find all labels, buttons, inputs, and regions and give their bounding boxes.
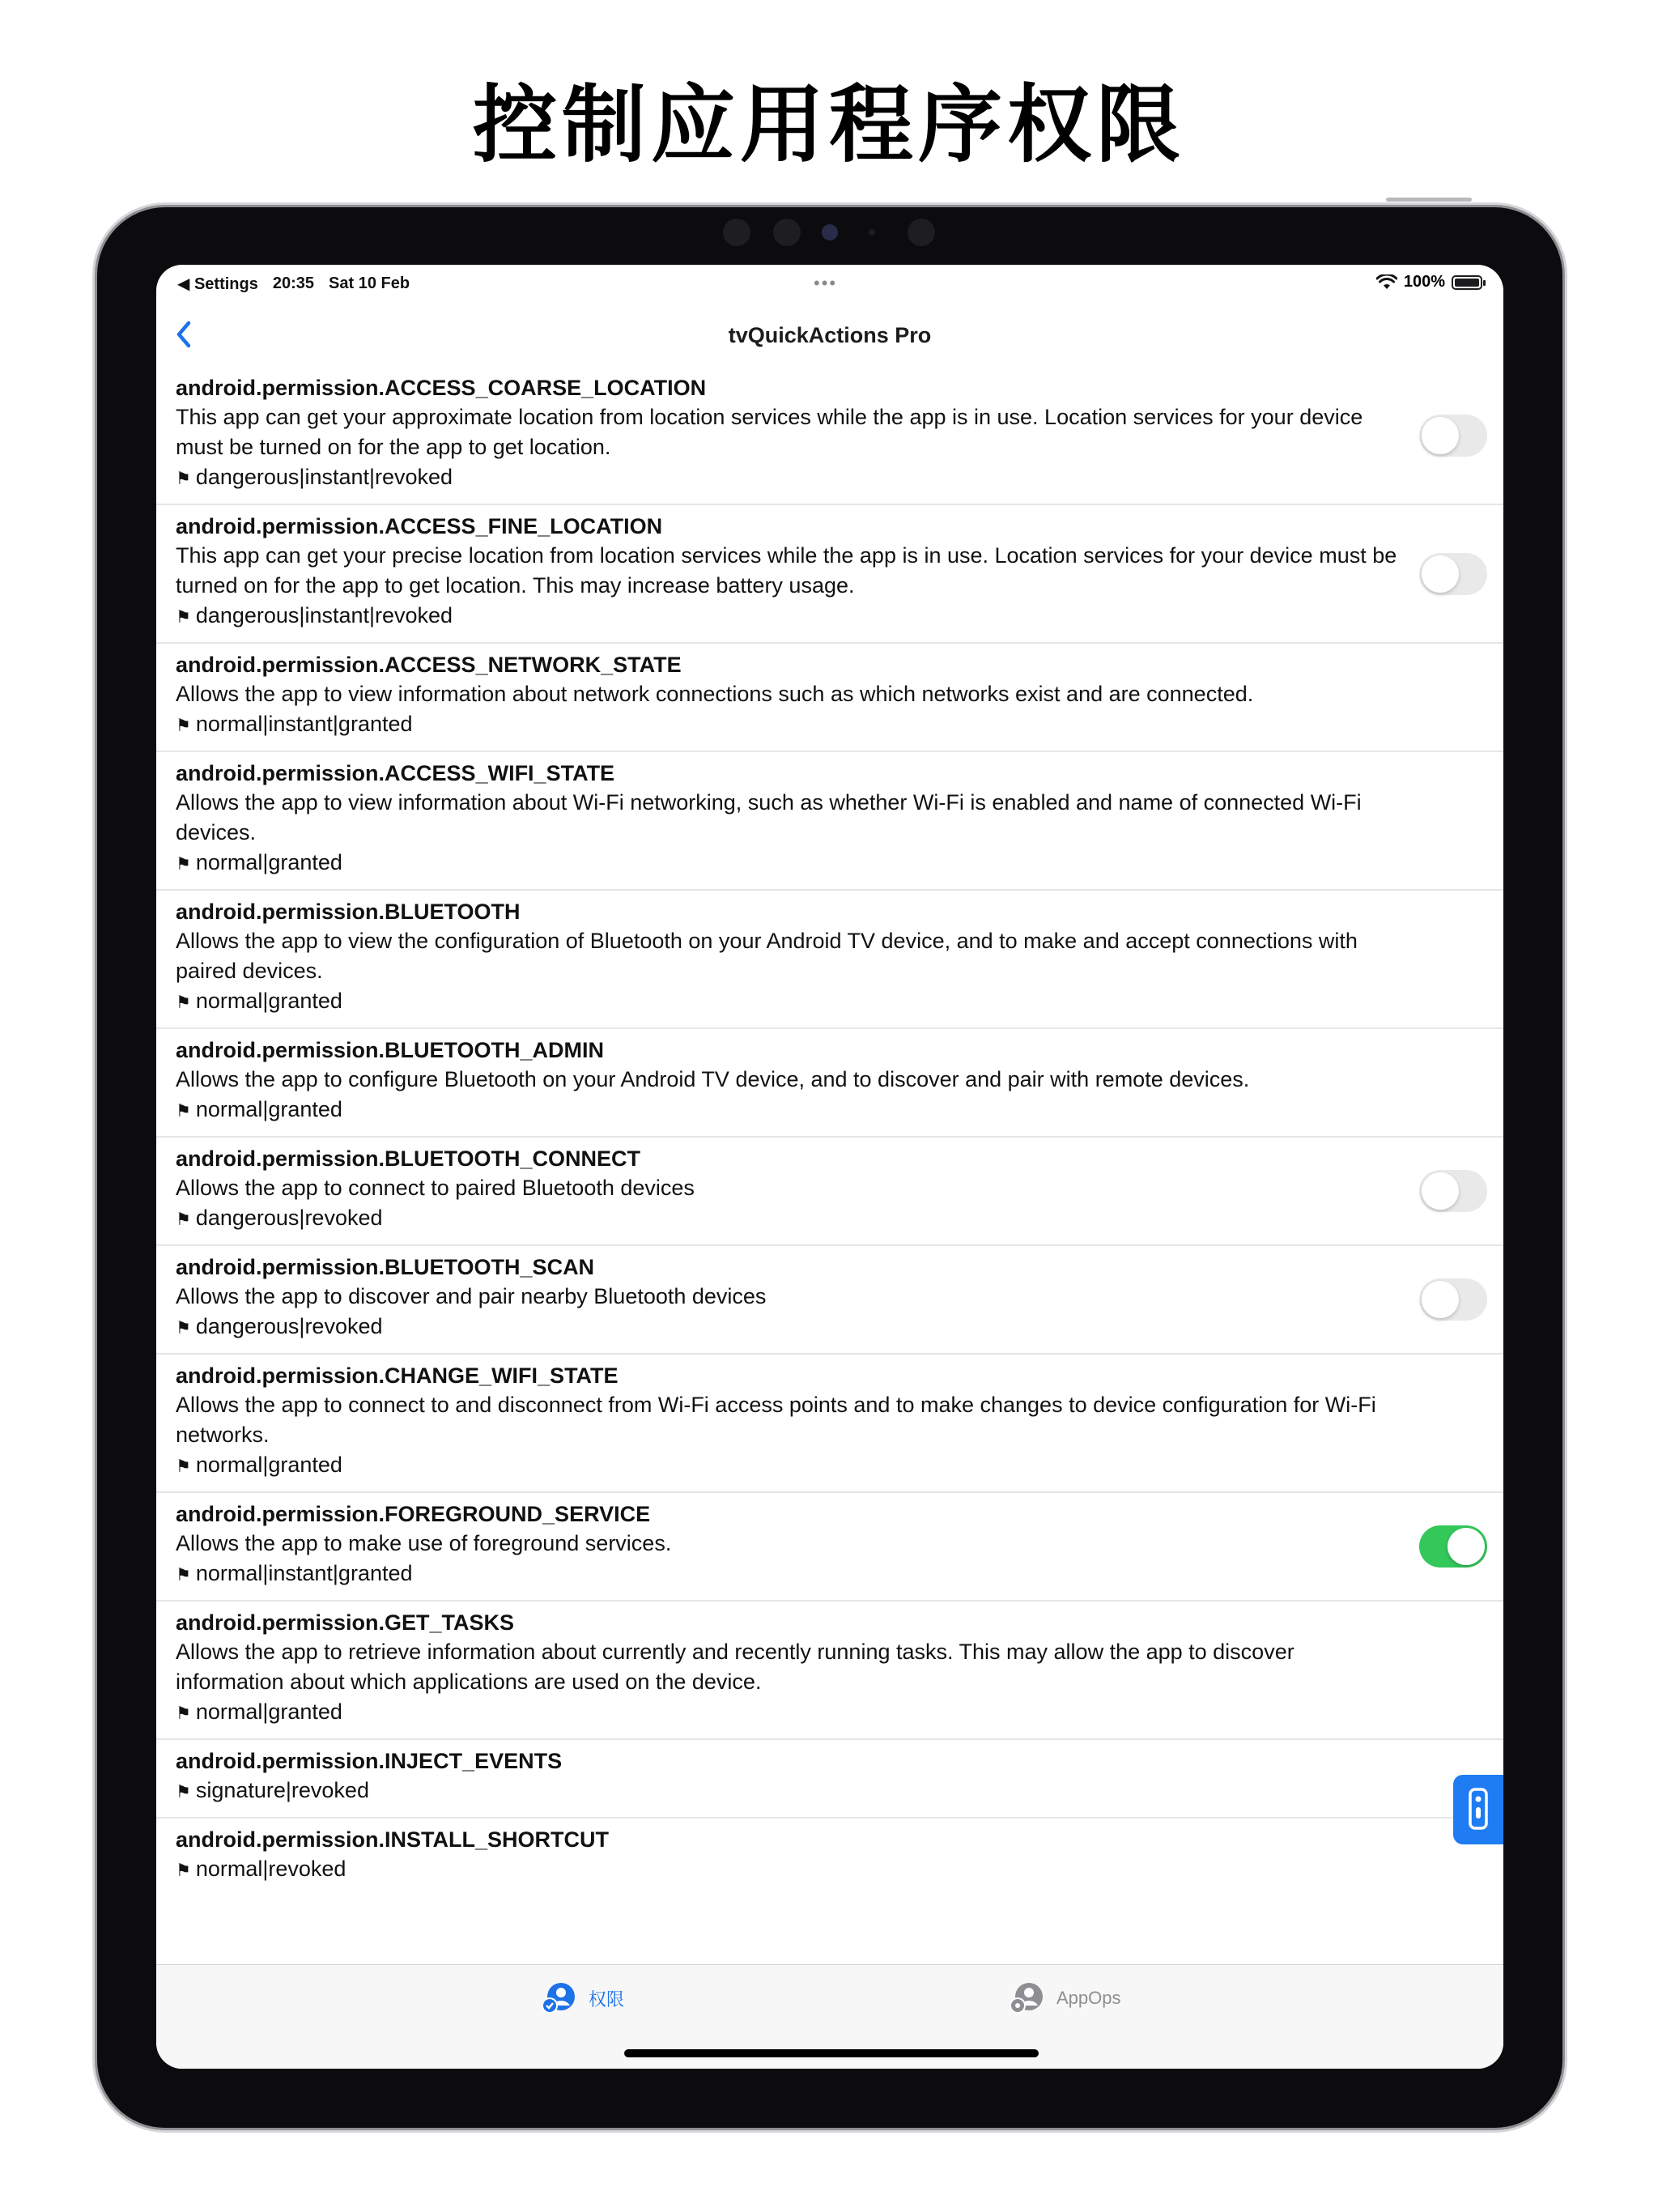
remote-control-icon bbox=[1453, 1775, 1503, 1844]
permission-description: Allows the app to make use of foreground services. bbox=[176, 1531, 672, 1555]
navigation-bar bbox=[156, 304, 1503, 367]
sensor bbox=[908, 219, 935, 246]
flags-text: dangerous|revoked bbox=[195, 1314, 383, 1338]
permission-description: Allows the app to discover and pair nearby Bluetooth devices bbox=[176, 1284, 767, 1308]
home-indicator[interactable] bbox=[624, 2049, 1039, 2057]
permission-name: android.permission.INSTALL_SHORTCUT bbox=[176, 1827, 610, 1852]
back-triangle-icon: ◀ bbox=[177, 275, 190, 293]
permission-name: android.permission.ACCESS_COARSE_LOCATION bbox=[176, 376, 707, 400]
back-to-settings[interactable] bbox=[177, 274, 258, 294]
status-bar bbox=[156, 265, 1503, 304]
permission-description: Allows the app to configure Bluetooth on your Android TV device, and to discover and pair with remote devices. bbox=[176, 1067, 1250, 1091]
permission-flags bbox=[176, 709, 1406, 741]
flags-text: signature|revoked bbox=[195, 1778, 369, 1802]
flags-text: normal|revoked bbox=[195, 1857, 346, 1881]
permission-row bbox=[156, 1029, 1503, 1138]
flag-icon: ⚑ bbox=[176, 1210, 191, 1229]
flag-icon: ⚑ bbox=[176, 855, 191, 874]
toggle-knob bbox=[1422, 555, 1459, 593]
permission-row bbox=[156, 752, 1503, 891]
permission-description: Allows the app to view information about network connections such as which networks exist and are connected. bbox=[176, 682, 1254, 706]
tab-appops-label: AppOps bbox=[1056, 1988, 1121, 2008]
toggle-knob bbox=[1422, 417, 1459, 454]
person-gear-icon bbox=[1008, 1981, 1045, 2015]
permission-name: android.permission.BLUETOOTH bbox=[176, 900, 521, 924]
permission-row bbox=[156, 1740, 1503, 1819]
permission-toggle[interactable] bbox=[1419, 553, 1487, 595]
flags-text: dangerous|instant|revoked bbox=[195, 465, 453, 489]
permission-row bbox=[156, 1493, 1503, 1602]
permission-flags bbox=[176, 1559, 1406, 1590]
toggle-knob bbox=[1422, 1281, 1459, 1318]
permission-flags bbox=[176, 1854, 1406, 1886]
permission-name: android.permission.BLUETOOTH_SCAN bbox=[176, 1255, 595, 1279]
permission-flags bbox=[176, 848, 1406, 879]
permission-flags bbox=[176, 1776, 1406, 1807]
flags-text: dangerous|instant|revoked bbox=[195, 603, 453, 627]
flag-icon: ⚑ bbox=[176, 608, 191, 627]
flags-text: normal|granted bbox=[195, 1453, 342, 1477]
permission-row bbox=[156, 1246, 1503, 1355]
volume-up-button bbox=[1563, 337, 1567, 403]
permission-flags bbox=[176, 1312, 1406, 1343]
permission-row bbox=[156, 1602, 1503, 1740]
permission-row bbox=[156, 1138, 1503, 1246]
permission-name: android.permission.FOREGROUND_SERVICE bbox=[176, 1502, 651, 1526]
permission-toggle[interactable] bbox=[1419, 1525, 1487, 1568]
person-shield-icon bbox=[540, 1981, 577, 2015]
permission-flags bbox=[176, 601, 1406, 632]
flags-text: normal|instant|granted bbox=[195, 1561, 413, 1585]
flags-text: normal|granted bbox=[195, 1699, 342, 1724]
permission-description: Allows the app to connect to paired Bluetooth devices bbox=[176, 1176, 695, 1200]
permission-description: This app can get your precise location from location services while the app is in use. Location services for your device must be turned on for the app to get location. This may increase battery usage. bbox=[176, 543, 1397, 598]
permission-flags bbox=[176, 1095, 1406, 1126]
permission-name: android.permission.GET_TASKS bbox=[176, 1610, 515, 1635]
permission-description: Allows the app to connect to and disconnect from Wi-Fi access points and to make changes to device configuration for Wi-Fi networks. bbox=[176, 1393, 1376, 1447]
permission-name: android.permission.INJECT_EVENTS bbox=[176, 1749, 563, 1773]
permission-row bbox=[156, 891, 1503, 1029]
permission-name: android.permission.CHANGE_WIFI_STATE bbox=[176, 1363, 619, 1388]
flag-icon: ⚑ bbox=[176, 717, 191, 735]
permission-list[interactable] bbox=[156, 367, 1503, 1964]
flags-text: dangerous|revoked bbox=[195, 1206, 383, 1230]
permission-description: This app can get your approximate location from location services while the app is in use. Location services for your device must be turned on for the app to get location. bbox=[176, 405, 1363, 459]
permission-flags bbox=[176, 1697, 1406, 1729]
flag-icon: ⚑ bbox=[176, 993, 191, 1012]
permission-description: Allows the app to view the configuration of Bluetooth on your Android TV device, and to make and accept connections with paired devices. bbox=[176, 929, 1358, 983]
status-date: Sat 10 Feb bbox=[329, 274, 410, 292]
flag-icon: ⚑ bbox=[176, 470, 191, 488]
toggle-knob bbox=[1422, 1172, 1459, 1210]
permission-name: android.permission.BLUETOOTH_ADMIN bbox=[176, 1038, 605, 1062]
toggle-knob bbox=[1448, 1528, 1485, 1565]
battery-icon bbox=[1452, 275, 1482, 290]
flag-icon: ⚑ bbox=[176, 1457, 191, 1476]
status-time: 20:35 bbox=[272, 274, 315, 292]
permission-flags bbox=[176, 1450, 1406, 1482]
wifi-icon bbox=[1376, 274, 1397, 291]
flag-icon: ⚑ bbox=[176, 1783, 191, 1802]
battery-percent: 100% bbox=[1403, 273, 1445, 291]
flag-icon: ⚑ bbox=[176, 1566, 191, 1585]
flag-icon: ⚑ bbox=[176, 1861, 191, 1880]
flags-text: normal|granted bbox=[195, 1097, 342, 1121]
permission-row bbox=[156, 1355, 1503, 1493]
permission-row bbox=[156, 367, 1503, 505]
sensor bbox=[869, 229, 875, 236]
multitasking-dots[interactable]: ••• bbox=[814, 273, 838, 293]
tab-permissions-label: 权限 bbox=[589, 1989, 625, 2010]
flags-text: normal|instant|granted bbox=[195, 712, 413, 736]
permission-name: android.permission.ACCESS_FINE_LOCATION bbox=[176, 514, 663, 538]
promo-headline: 控制应用程序权限 bbox=[472, 75, 1185, 174]
volume-down-button bbox=[1563, 418, 1567, 484]
permission-row bbox=[156, 644, 1503, 752]
flags-text: normal|granted bbox=[195, 989, 342, 1013]
tab-appops[interactable] bbox=[1008, 1981, 1121, 2015]
back-app-label: Settings bbox=[193, 275, 258, 293]
tab-permissions[interactable] bbox=[540, 1981, 624, 2015]
flag-icon: ⚑ bbox=[176, 1704, 191, 1723]
flag-icon: ⚑ bbox=[176, 1102, 191, 1121]
screen bbox=[156, 265, 1503, 2069]
top-button bbox=[1386, 198, 1472, 202]
flags-text: normal|granted bbox=[195, 850, 342, 874]
permission-toggle[interactable] bbox=[1419, 1170, 1487, 1212]
sensor bbox=[773, 219, 801, 246]
permission-flags bbox=[176, 462, 1406, 494]
floating-remote-button[interactable] bbox=[1453, 1775, 1503, 1844]
permission-toggle[interactable] bbox=[1419, 415, 1487, 457]
flag-icon: ⚑ bbox=[176, 1319, 191, 1338]
permission-toggle[interactable] bbox=[1419, 1278, 1487, 1321]
permission-row bbox=[156, 1819, 1503, 1895]
permission-name: android.permission.ACCESS_WIFI_STATE bbox=[176, 761, 615, 785]
permission-row bbox=[156, 505, 1503, 644]
sensor bbox=[723, 219, 750, 246]
permission-description: Allows the app to view information about Wi-Fi networking, such as whether Wi-Fi is enabled and name of connected Wi-Fi devices. bbox=[176, 790, 1362, 844]
permission-flags bbox=[176, 1203, 1406, 1235]
permission-flags bbox=[176, 986, 1406, 1018]
permission-name: android.permission.ACCESS_NETWORK_STATE bbox=[176, 653, 682, 677]
camera-lens bbox=[822, 224, 838, 240]
page-title: tvQuickActions Pro bbox=[728, 323, 932, 347]
permission-description: Allows the app to retrieve information about currently and recently running tasks. This may allow the app to discover information about which applications are used on the device. bbox=[176, 1640, 1295, 1694]
permission-name: android.permission.BLUETOOTH_CONNECT bbox=[176, 1146, 641, 1171]
